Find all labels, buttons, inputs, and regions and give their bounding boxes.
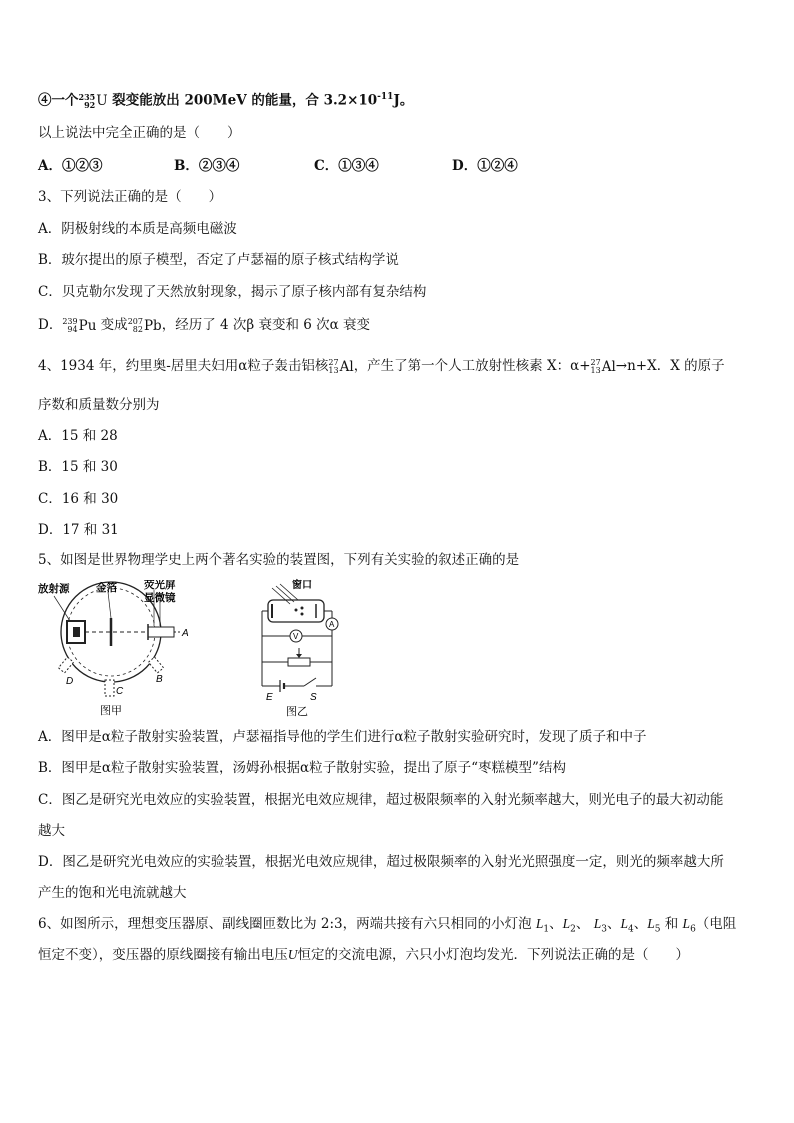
microscope bbox=[148, 627, 174, 637]
label-e: E bbox=[266, 692, 273, 703]
label-ammeter: A bbox=[329, 620, 335, 629]
question-5-option-c-continued: 越大 bbox=[38, 823, 65, 839]
label-s: S bbox=[310, 692, 317, 703]
label-d: D bbox=[66, 676, 74, 687]
option-d[interactable]: D．①②④ bbox=[452, 158, 518, 174]
switch bbox=[304, 678, 316, 686]
nuclide-lead: 207 82 Pb bbox=[127, 316, 162, 334]
caption-figure-a: 图甲 bbox=[100, 705, 122, 717]
question-4-option-d[interactable]: D．17 和 31 bbox=[38, 522, 119, 538]
question-4-stem: 4、1934 年，约里奥-居里夫妇用α粒子轰击铝核 27 13 Al ，产生了第一个人工放射性核素 X：α+ 27 13 Al →n+X．X 的原子 bbox=[38, 357, 725, 375]
item4-statement: ④一个 235 92 U 裂变能放出 200MeV 的能量，合 $3.2\times 10^{-11}J$。 bbox=[38, 92, 414, 110]
circled-number-4: ④ bbox=[38, 92, 52, 109]
question-4-stem-continued: 序数和质量数分别为 bbox=[38, 397, 160, 413]
label-window: 窗口 bbox=[292, 580, 312, 591]
nuclide-aluminum: 27 13 Al bbox=[328, 357, 354, 375]
nuclide-aluminum-equation: 27 13 Al bbox=[590, 357, 616, 375]
question-5-option-a[interactable]: A．图甲是α粒子散射实验装置，卢瑟福指导他的学生们进行α粒子散射实验研究时，发现了质子和中子 bbox=[38, 729, 647, 745]
question-5-option-d-continued: 产生的饱和光电流就越大 bbox=[38, 885, 187, 901]
figure-alpha-scattering bbox=[36, 580, 206, 720]
label-gold-foil: 金箔 bbox=[96, 582, 117, 594]
option-c[interactable]: C．①③④ bbox=[314, 158, 379, 174]
label-b: B bbox=[156, 674, 163, 685]
question-5-stem: 5、如图是世界物理学史上两个著名实验的装置图，下列有关实验的叙述正确的是 bbox=[38, 552, 520, 568]
question-3-option-b[interactable]: B．玻尔提出的原子模型，否定了卢瑟福的原子核式结构学说 bbox=[38, 252, 399, 268]
question-3-option-c[interactable]: C．贝克勒尔发现了天然放射现象，揭示了原子核内部有复杂结构 bbox=[38, 284, 427, 300]
label-fluorescent-screen: 荧光屏 bbox=[144, 580, 176, 591]
caption-figure-b: 图乙 bbox=[286, 706, 308, 718]
option-a[interactable]: A．①②③ bbox=[38, 158, 103, 174]
nuclide-uranium: 235 92 U bbox=[78, 92, 108, 110]
question-6-stem: 6、如图所示，理想变压器原、副线圈匝数比为 2:3，两端共接有六只相同的小灯泡 $L_1$、$L_2$、 $L_3$、$L_4$、$L_5$ 和 $L_6$（电阻 bbox=[38, 916, 737, 935]
question-3-option-d[interactable]: D． 239 94 Pu 变成 207 82 Pb ，经历了 4 次β 衰变和 6 次α 衰变 bbox=[38, 316, 371, 334]
label-radiation-source: 放射源 bbox=[38, 583, 70, 595]
label-a: A bbox=[182, 628, 189, 639]
question-3-stem: 3、下列说法正确的是（ ） bbox=[38, 189, 223, 205]
question-6-stem-continued: 恒定不变），变压器的原线圈接有输出电压U恒定的交流电源，六只小灯泡均发光．下列说法正确的是（ ） bbox=[38, 947, 689, 963]
question-5-option-d[interactable]: D．图乙是研究光电效应的实验装置，根据光电效应规律，超过极限频率的入射光光照强度一定，则光的频率越大所 bbox=[38, 854, 724, 870]
question-4-option-c[interactable]: C．16 和 30 bbox=[38, 491, 119, 507]
question-5-option-b[interactable]: B．图甲是α粒子散射实验装置，汤姆孙根据α粒子散射实验，提出了原子“枣糕模型”结构 bbox=[38, 760, 566, 776]
label-voltmeter: V bbox=[293, 632, 299, 641]
nuclide-plutonium: 239 94 Pu bbox=[62, 316, 97, 334]
question-2-prompt: 以上说法中完全正确的是（ ） bbox=[38, 125, 241, 141]
label-c: C bbox=[116, 686, 124, 697]
figure-photoelectric-circuit bbox=[252, 578, 362, 720]
question-3-option-a[interactable]: A．阴极射线的本质是高频电磁波 bbox=[38, 221, 237, 237]
option-b[interactable]: B．②③④ bbox=[174, 158, 240, 174]
question-5-option-c[interactable]: C．图乙是研究光电效应的实验装置，根据光电效应规律，超过极限频率的入射光频率越大，则光电子的最大初动能 bbox=[38, 792, 724, 808]
label-microscope: 显微镜 bbox=[144, 592, 176, 604]
question-4-option-a[interactable]: A．15 和 28 bbox=[38, 428, 118, 444]
rheostat bbox=[288, 658, 310, 666]
question-4-option-b[interactable]: B．15 和 30 bbox=[38, 459, 118, 475]
